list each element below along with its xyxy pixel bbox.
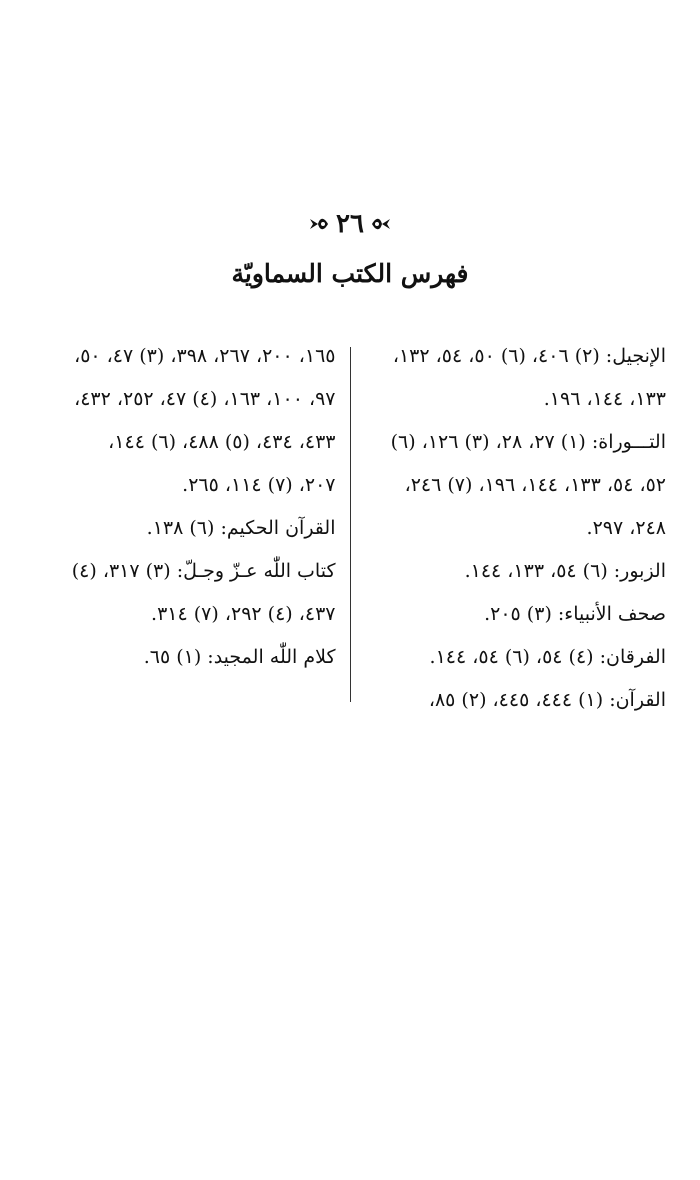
index-line: كلام اللّٰه المجيد: (١) ٦٥. (143, 646, 336, 668)
index-line: كتاب اللّٰه عـزّ وجـلّ: (٣) ٣١٧، (٤) (71, 560, 336, 582)
index-line: ٤٣٣، ٤٣٤، (٥) ٤٨٨، (٦) ١٤٤، (108, 431, 336, 453)
index-line: الزبور: (٦) ٥٤، ١٣٣، ١٤٤. (464, 560, 666, 582)
index-line: ٢٤٨، ٢٩٧. (586, 517, 666, 539)
index-line: التـــوراة: (١) ٢٧، ٢٨، (٣) ١٢٦، (٦) (390, 431, 666, 453)
index-line: ٩٧، ١٠٠، ١٦٣، (٤) ٤٧، ٢٥٢، ٤٣٢، (74, 388, 336, 410)
index-line: ٢٠٧، (٧) ١١٤، ٢٦٥. (182, 474, 336, 496)
index-line: القرآن الحكيم: (٦) ١٣٨. (146, 517, 336, 539)
index-columns (34, 335, 666, 722)
ornament-right-icon (370, 213, 392, 235)
index-line: ١٦٥، ٢٠٠، ٢٦٧، ٣٩٨، (٣) ٤٧، ٥٠، (74, 345, 336, 367)
right-column (351, 335, 667, 722)
ornament-left-icon (308, 213, 330, 235)
index-line: ١٣٣، ١٤٤، ١٩٦. (543, 388, 666, 410)
index-line: ٤٣٧، (٤) ٢٩٢، (٧) ٣١٤. (151, 603, 336, 625)
chapter-number: ٢٦ (336, 209, 364, 239)
page-header (0, 204, 700, 294)
index-line: الفرقان: (٤) ٥٤، (٦) ٥٤، ١٤٤. (429, 646, 666, 668)
index-line: ٥٢، ٥٤، ١٣٣، ١٤٤، ١٩٦، (٧) ٢٤٦، (404, 474, 666, 496)
left-column (34, 335, 350, 722)
index-line: صحف الأنبياء: (٣) ٢٠٥. (484, 603, 666, 625)
chapter-heading (308, 204, 392, 244)
index-line: الإنجيل: (٢) ٤٠٦، (٦) ٥٠، ٥٤، ١٣٢، (392, 345, 666, 367)
page-title: فهرس الكتب السماويّة (231, 259, 469, 288)
column-divider (350, 347, 351, 702)
index-line: القرآن: (١) ٤٤٤، ٤٤٥، (٢) ٨٥، (428, 689, 666, 711)
